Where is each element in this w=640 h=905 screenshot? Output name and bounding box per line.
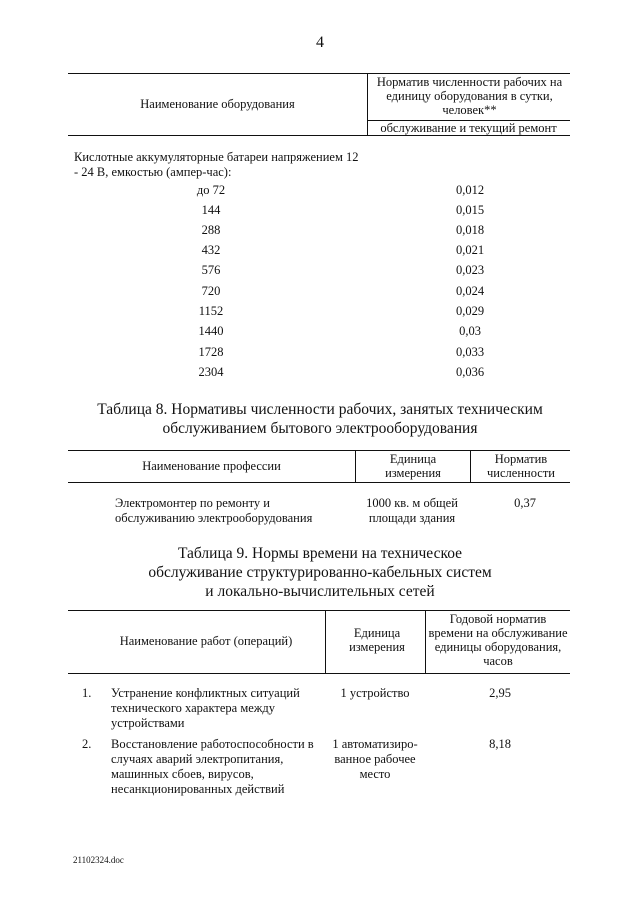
table7-row-label: 288 [201, 223, 221, 237]
table9-caption-line2: обслуживание структурированно-кабельных систем [148, 564, 492, 581]
table9-header-unit: Единица измерения [349, 626, 405, 654]
table8-header-profession: Наименование профессии [142, 459, 281, 473]
table8-header-bottom-rule [68, 482, 570, 483]
table7-top-rule [68, 73, 570, 74]
table7-row-value: 0,033 [455, 345, 485, 359]
table7-row-label: 1152 [198, 304, 224, 318]
table9-header-bottom-rule [68, 673, 570, 674]
table7-row-label: 576 [201, 263, 221, 277]
table8-row-norm: 0,37 [514, 496, 536, 510]
table9-row-value: 2,95 [489, 686, 511, 700]
table7-row-value: 0,036 [455, 365, 485, 379]
table7-row-value: 0,023 [455, 263, 485, 277]
table7-row-label: до 72 [196, 183, 226, 197]
table9-col-divider-1 [325, 610, 326, 673]
table9-top-rule [68, 610, 570, 611]
table9-header-norm: Годовой норматив времени на обслуживание единицы оборудования, часов [428, 612, 568, 668]
table8-header-unit: Единица измерения [385, 452, 441, 480]
table7-row-value: 0,03 [459, 324, 481, 338]
table9-row-name: Восстановление работоспособности в случаях аварий электропитания, машинных сбоев, вирусов, несанкционированных действий [111, 737, 314, 796]
table9-header-work: Наименование работ (операций) [119, 634, 293, 648]
table8-top-rule [68, 450, 570, 451]
table8-row-profession: Электромонтер по ремонту и обслуживанию электрооборудования [115, 496, 313, 525]
table7-header-norm: Норматив численности рабочих на единицу оборудования в сутки, человек** [376, 75, 563, 117]
table7-row-value: 0,021 [455, 243, 485, 257]
table9-row-value: 8,18 [489, 737, 511, 751]
footer-filename: 21102324.doc [73, 855, 124, 865]
table9-row-number: 1. [82, 686, 92, 700]
page-number: 4 [316, 34, 324, 51]
table9-caption-line1: Таблица 9. Нормы времени на техническое [177, 545, 463, 562]
table7-header-equipment: Наименование оборудования [140, 97, 295, 111]
table9-caption-line3: и локально-вычислительных сетей [205, 583, 435, 600]
table7-row-label: 1440 [198, 324, 224, 338]
table7-row-label: 432 [201, 243, 221, 257]
table7-row-value: 0,024 [455, 284, 485, 298]
table8-col-divider-2 [470, 450, 471, 482]
table8-header-norm: Норматив численности [487, 452, 555, 480]
table7-row-label: 720 [201, 284, 221, 298]
table7-header-norm-sub: обслуживание и текущий ремонт [380, 121, 557, 135]
table9-row-number: 2. [82, 737, 92, 751]
table7-row-value: 0,018 [455, 223, 485, 237]
table7-intro-text: Кислотные аккумуляторные батареи напряжением 12 - 24 В, емкостью (ампер-час): [74, 150, 359, 179]
table8-caption: Таблица 8. Нормативы численности рабочих, занятых техническим обслуживанием бытового электрооборудования [97, 401, 543, 437]
table7-row-label: 2304 [198, 365, 224, 379]
table7-row-value: 0,012 [455, 183, 485, 197]
table8-row-unit: 1000 кв. м общей площади здания [366, 496, 458, 525]
table7-row-label: 1728 [198, 345, 224, 359]
table9-row-unit: 1 автоматизиро-ванное рабочее место [332, 737, 418, 781]
table7-row-label: 144 [201, 203, 221, 217]
table7-row-value: 0,015 [455, 203, 485, 217]
table9-row-unit: 1 устройство [340, 686, 410, 700]
table8-col-divider-1 [355, 450, 356, 482]
table9-col-divider-2 [425, 610, 426, 673]
table9-row-name: Устранение конфликтных ситуаций технического характера между устройствами [111, 686, 300, 730]
table7-header-bottom-rule [68, 135, 570, 136]
table7-row-value: 0,029 [455, 304, 485, 318]
